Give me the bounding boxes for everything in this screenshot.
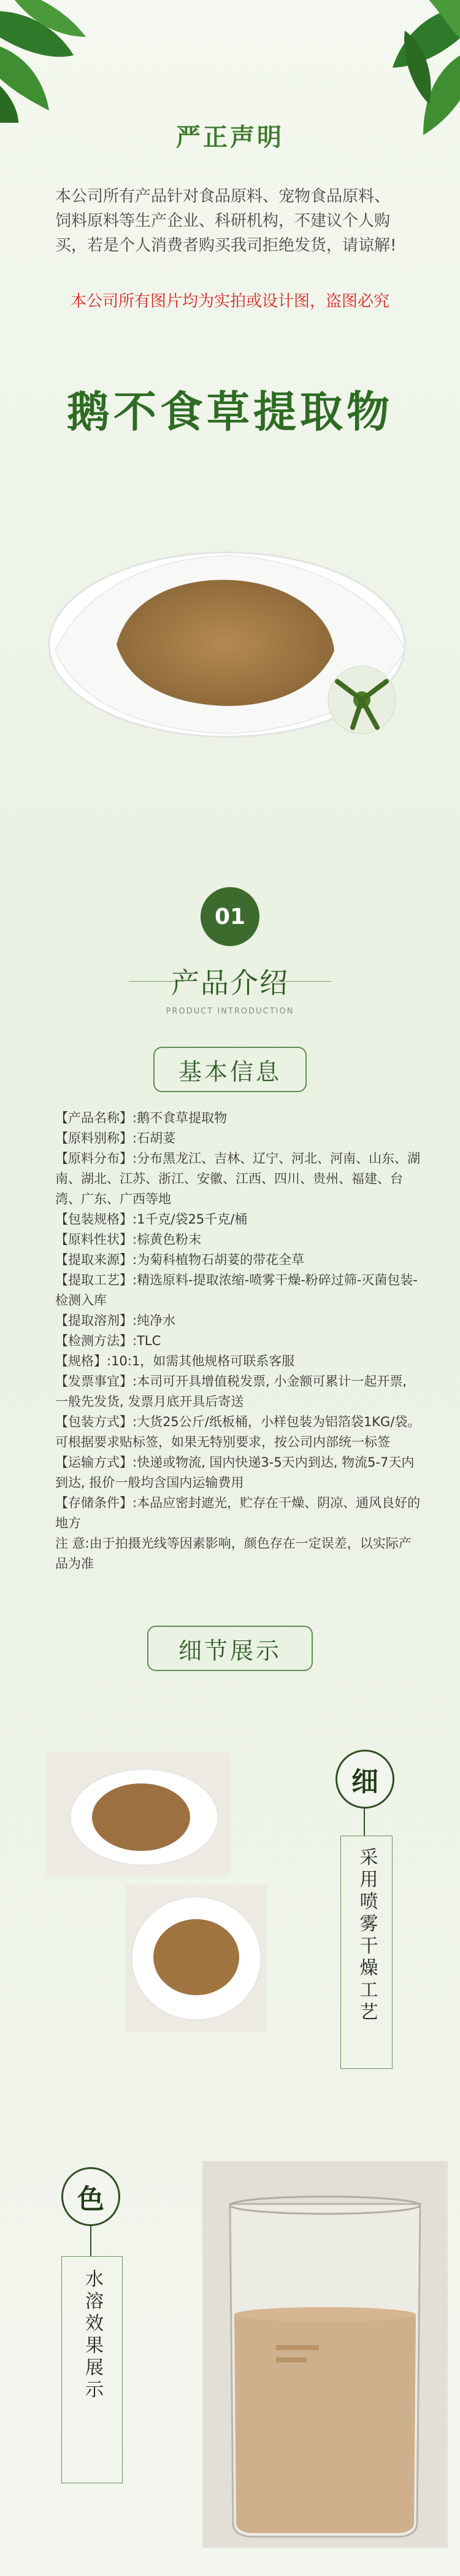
info-row: 【提取工艺】:精选原料-提取浓缩-喷雾干燥-粉碎过筛-灭菌包装-检测入库 [55,1273,418,1308]
solubility-text-box [61,2256,123,2483]
info-row: 【运输方式】:快递或物流, 国内快递3-5天内到达, 物流5-7天内到达, 报价一般均含国内运输费用 [55,1455,415,1490]
detail-display-label: 细节展示 [147,1626,313,1671]
info-row: 【原料性状】:棕黄色粉末 [55,1232,202,1247]
section-number-badge: 01 [201,887,259,946]
info-row: 【原料别称】:石胡荽 [55,1131,176,1146]
product-title: 鹅不食草提取物 [67,387,393,437]
info-row: 【提取溶剂】:纯净水 [55,1313,176,1328]
notice-title: 严正声明 [176,123,284,152]
info-row: 【原料分布】:分布黑龙江、吉林、辽宁、河北、河南、山东、湖南、湖北、江苏、浙江、安徽、江西、四川、贵州、福建、台湾、广东、广西等地 [55,1151,421,1206]
copyright-warning: 本公司所有图片均为实拍或设计图，盗图必究 [70,292,389,311]
detail-char-badge: 细 [335,1750,394,1809]
connector-line [90,2226,91,2257]
detail-photo-1 [46,1753,230,1876]
section-subtitle: PRODUCT INTRODUCTION [166,1007,294,1016]
info-row: 【规格】:10:1，如需其他规格可联系客服 [55,1354,295,1368]
notice-body: 本公司所有产品针对食品原料、宠物食品原料、饲料原料等生产企业、科研机构，不建议个人购买，若是个人消费者购买我司拒绝发货，请谅解! [55,187,397,255]
connector-line [364,1809,365,1836]
section-title: 产品介绍 [171,966,289,999]
product-info-list [55,1108,423,1574]
detail-photo-2 [126,1885,267,2032]
product-powder-image [43,522,417,743]
info-row: 【提取来源】:为菊科植物石胡荽的带花全草 [55,1252,305,1267]
leaf-decoration-icon [0,0,117,123]
beaker-solution-image [202,2161,448,2548]
info-row: 【存储条件】:本品应密封遮光，贮存在干燥、阴凉、通风良好的地方 [55,1496,421,1530]
info-row: 【包装规格】:1千克/袋25千克/桶 [55,1212,248,1227]
info-row: 【检测方法】:TLC [55,1333,161,1348]
info-row: 【产品名称】:鹅不食草提取物 [55,1111,228,1125]
info-row: 【包装方式】:大货25公斤/纸板桶，小样包装为铝箔袋1KG/袋。可根据要求贴标签，如果无特别要求，按公司内部统一标签 [55,1414,421,1449]
basic-info-label: 基本信息 [153,1047,307,1092]
process-text: 采用喷雾干燥工艺 [356,1847,378,2024]
info-row: 【发票事宜】:本司可开具增值税发票, 小金额可累计一起开票, 一般先发货, 发票月底开具后寄送 [55,1374,407,1409]
info-row: 注 意:由于拍摄光线等因素影响，颜色存在一定误差，以实际产品为准 [55,1536,412,1571]
process-text-box [340,1836,393,2069]
solubility-text: 水溶效果展示 [82,2269,103,2402]
color-char-badge: 色 [61,2167,120,2226]
